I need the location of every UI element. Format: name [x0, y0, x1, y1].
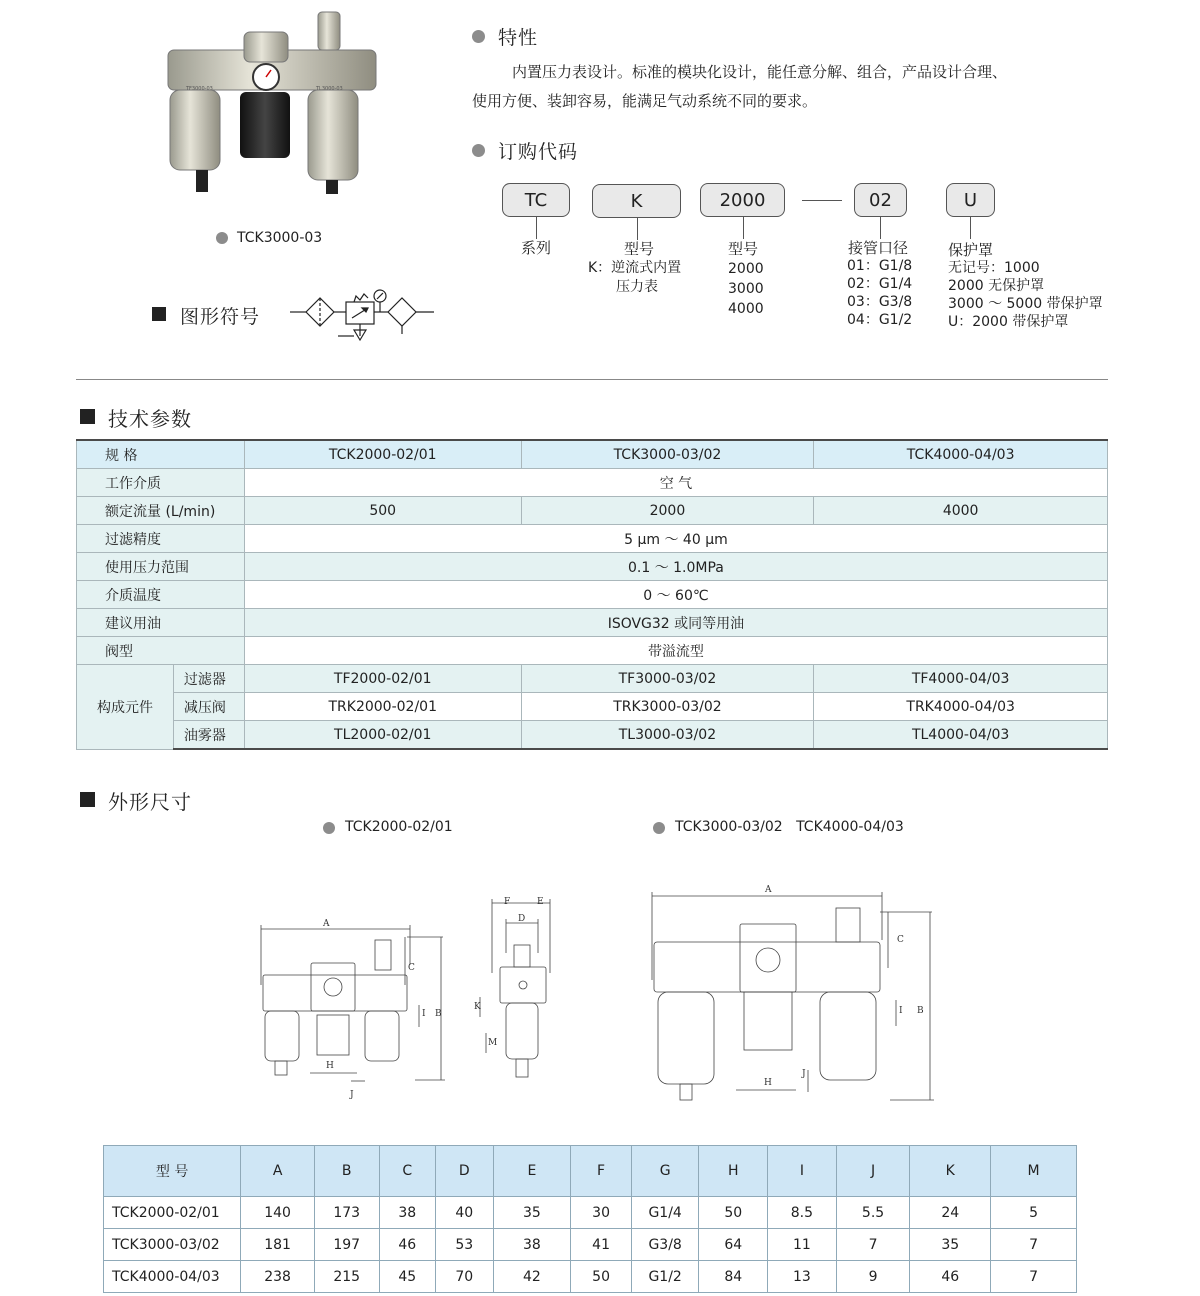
regulator-4000: TRK4000-04/03 — [814, 693, 1108, 721]
dims-cell: 197 — [314, 1229, 379, 1261]
dims-cell: 38 — [493, 1229, 571, 1261]
type-desc-1: K：逆流式内置 — [588, 260, 682, 276]
components-label: 构成元件 — [77, 665, 174, 750]
dims-cell: 50 — [571, 1261, 632, 1293]
dims-cell: TCK4000-04/03 — [104, 1261, 241, 1293]
temp-label: 介质温度 — [77, 581, 245, 609]
dim-letter-h-small: H — [326, 1061, 334, 1071]
spec-row-regulator — [77, 693, 1108, 721]
dims-row — [104, 1197, 1077, 1229]
dims-header-g: G — [631, 1146, 699, 1197]
guard-u: U：2000 带保护罩 — [948, 314, 1069, 330]
dims-heading-marker — [80, 792, 95, 807]
features-heading: 特性 — [498, 27, 539, 49]
dims-cell: 35 — [910, 1229, 991, 1261]
guard-3000-5000: 3000 ～ 5000 带保护罩 — [948, 296, 1103, 312]
dims-cell: 181 — [241, 1229, 315, 1261]
dims-header-m: M — [991, 1146, 1077, 1197]
type-label: 型号 — [624, 240, 655, 258]
spec-row-flow — [77, 497, 1108, 525]
medium-value: 空 气 — [244, 469, 1107, 497]
guard-label: 保护罩 — [948, 241, 994, 259]
spec-row-filter-unit — [77, 665, 1108, 693]
tech-heading-marker — [80, 409, 95, 424]
regulator-label: 减压阀 — [173, 693, 244, 721]
dims-cell: 42 — [493, 1261, 571, 1293]
dims-drawing-large — [640, 880, 940, 1115]
port-02: 02：G1/4 — [847, 276, 913, 292]
spec-row-pressure — [77, 553, 1108, 581]
code-dash — [802, 200, 842, 201]
spec-model-4000: TCK4000-04/03 — [814, 440, 1108, 469]
dims-cell: 215 — [314, 1261, 379, 1293]
filter-label: 过滤精度 — [77, 525, 245, 553]
spec-row-temp — [77, 581, 1108, 609]
filter-unit-4000: TF4000-04/03 — [814, 665, 1108, 693]
flow-3000: 2000 — [521, 497, 814, 525]
dims-row — [104, 1261, 1077, 1293]
dims-cell: 8.5 — [768, 1197, 837, 1229]
code-box-type: K — [592, 184, 681, 218]
dims-header-k: K — [910, 1146, 991, 1197]
photo-bullet — [216, 232, 228, 244]
symbol-heading-marker — [152, 307, 166, 321]
code-tick-guard — [970, 217, 971, 239]
dims-cell: 41 — [571, 1229, 632, 1261]
code-tick-series — [536, 217, 537, 239]
dim-letter-m: M — [488, 1038, 498, 1048]
dims-cell: G1/4 — [631, 1197, 699, 1229]
dims-header-model: 型 号 — [104, 1146, 241, 1197]
flow-4000: 4000 — [814, 497, 1108, 525]
type-desc-2: 压力表 — [616, 279, 658, 295]
size-label: 型号 — [728, 240, 759, 258]
flow-2000: 500 — [244, 497, 521, 525]
symbol-heading: 图形符号 — [180, 306, 261, 328]
dims-heading: 外形尺寸 — [108, 790, 192, 814]
spec-row-model — [77, 440, 1108, 469]
regulator-3000: TRK3000-03/02 — [521, 693, 814, 721]
dims-drawing-small-side — [470, 893, 570, 1088]
dims-cell: TCK3000-03/02 — [104, 1229, 241, 1261]
valve-label: 阀型 — [77, 637, 245, 665]
spec-label: 规 格 — [77, 440, 245, 469]
code-box-guard: U — [946, 183, 995, 217]
size-3000: 3000 — [728, 281, 764, 297]
dims-cell: 7 — [991, 1261, 1077, 1293]
dim-letter-j-small: J — [350, 1090, 354, 1100]
dims-header-d: D — [436, 1146, 494, 1197]
lubricator-label: 油雾器 — [173, 721, 244, 750]
dims-cell: 50 — [699, 1197, 768, 1229]
spec-row-oil — [77, 609, 1108, 637]
code-box-port: 02 — [854, 183, 907, 217]
port-label: 接管口径 — [848, 239, 909, 257]
dims-cell: 13 — [768, 1261, 837, 1293]
features-bullet — [472, 30, 485, 43]
temp-value: 0 ～ 60℃ — [244, 581, 1107, 609]
dims-caption-right-bullet — [653, 822, 665, 834]
dim-letter-f: F — [504, 897, 511, 907]
dims-cell: TCK2000-02/01 — [104, 1197, 241, 1229]
dims-cell: 5.5 — [836, 1197, 910, 1229]
dims-cell: 7 — [991, 1229, 1077, 1261]
section-divider — [76, 379, 1108, 380]
regulator-2000: TRK2000-02/01 — [244, 693, 521, 721]
filter-unit-3000: TF3000-03/02 — [521, 665, 814, 693]
code-box-series: TC — [502, 183, 570, 217]
series-label: 系列 — [521, 239, 552, 257]
dims-cell: 173 — [314, 1197, 379, 1229]
dims-cell: 140 — [241, 1197, 315, 1229]
dims-header-a: A — [241, 1146, 315, 1197]
dims-cell: 11 — [768, 1229, 837, 1261]
guard-none: 无记号：1000 — [948, 260, 1040, 276]
lubricator-4000: TL4000-04/03 — [814, 721, 1108, 750]
dims-header-i: I — [768, 1146, 837, 1197]
dims-header-h: H — [699, 1146, 768, 1197]
code-box-size: 2000 — [700, 183, 785, 217]
filter-value: 5 μm ～ 40 μm — [244, 525, 1107, 553]
flow-label: 额定流量 (L/min) — [77, 497, 245, 525]
dim-letter-e: E — [537, 897, 544, 907]
dims-header-row — [104, 1146, 1077, 1197]
features-text-line2: 使用方便、装卸容易，能满足气动系统不同的要求。 — [472, 92, 818, 110]
valve-value: 带溢流型 — [244, 637, 1107, 665]
dim-letter-i-small: I — [422, 1009, 426, 1019]
dim-letter-k: K — [474, 1002, 481, 1012]
dim-letter-i-large: I — [899, 1006, 903, 1016]
guard-2000: 2000 无保护罩 — [948, 278, 1045, 294]
dim-letter-a-large: A — [765, 885, 772, 895]
dims-caption-left: TCK2000-02/01 — [345, 819, 453, 835]
dims-row — [104, 1229, 1077, 1261]
dims-cell: 70 — [436, 1261, 494, 1293]
code-tick-type — [637, 218, 638, 240]
dims-cell: 53 — [436, 1229, 494, 1261]
product-photo — [160, 2, 380, 200]
dims-cell: 5 — [991, 1197, 1077, 1229]
dims-header-b: B — [314, 1146, 379, 1197]
dims-header-f: F — [571, 1146, 632, 1197]
dims-cell: 9 — [836, 1261, 910, 1293]
dim-letter-b-small: B — [435, 1009, 442, 1019]
medium-label: 工作介质 — [77, 469, 245, 497]
port-04: 04：G1/2 — [847, 312, 913, 328]
dim-letter-d: D — [518, 914, 526, 924]
svg-text:TL3000-03: TL3000-03 — [316, 86, 343, 92]
dim-letter-j-large: J — [802, 1069, 806, 1079]
spec-row-medium — [77, 469, 1108, 497]
order-code-heading: 订购代码 — [498, 141, 579, 163]
port-01: 01：G1/8 — [847, 258, 913, 274]
size-4000: 4000 — [728, 301, 764, 317]
dims-cell: 30 — [571, 1197, 632, 1229]
dims-cell: 7 — [836, 1229, 910, 1261]
dims-cell: 238 — [241, 1261, 315, 1293]
dims-drawing-small-front — [255, 915, 450, 1100]
filter-unit-2000: TF2000-02/01 — [244, 665, 521, 693]
pressure-label: 使用压力范围 — [77, 553, 245, 581]
dim-letter-b-large: B — [917, 1006, 924, 1016]
spec-row-lubricator — [77, 721, 1108, 750]
pneumatic-symbol-diagram — [288, 284, 436, 346]
dims-cell: G1/2 — [631, 1261, 699, 1293]
spec-model-3000: TCK3000-03/02 — [521, 440, 814, 469]
dims-table — [103, 1145, 1077, 1293]
dims-cell: 84 — [699, 1261, 768, 1293]
dims-cell: 24 — [910, 1197, 991, 1229]
oil-value: ISOVG32 或同等用油 — [244, 609, 1107, 637]
code-tick-port — [880, 217, 881, 239]
features-text-line1: 内置压力表设计。标准的模块化设计，能任意分解、组合，产品设计合理、 — [512, 63, 1008, 81]
spec-table — [76, 439, 1108, 750]
spec-row-valve — [77, 637, 1108, 665]
tech-heading: 技术参数 — [108, 407, 192, 431]
order-code-bullet — [472, 144, 485, 157]
dims-cell: 46 — [910, 1261, 991, 1293]
svg-text:TF3000-03: TF3000-03 — [186, 86, 213, 92]
dims-cell: G3/8 — [631, 1229, 699, 1261]
pressure-value: 0.1 ～ 1.0MPa — [244, 553, 1107, 581]
dims-cell: 35 — [493, 1197, 571, 1229]
dims-cell: 45 — [379, 1261, 436, 1293]
dims-caption-left-bullet — [323, 822, 335, 834]
size-2000: 2000 — [728, 261, 764, 277]
spec-row-filter — [77, 525, 1108, 553]
port-03: 03：G3/8 — [847, 294, 913, 310]
dims-cell: 38 — [379, 1197, 436, 1229]
spec-model-2000: TCK2000-02/01 — [244, 440, 521, 469]
filter-unit-label: 过滤器 — [173, 665, 244, 693]
lubricator-2000: TL2000-02/01 — [244, 721, 521, 750]
photo-caption: TCK3000-03 — [237, 230, 323, 246]
code-tick-size — [743, 217, 744, 239]
dims-header-e: E — [493, 1146, 571, 1197]
dim-letter-c-large: C — [897, 935, 904, 945]
lubricator-3000: TL3000-03/02 — [521, 721, 814, 750]
dims-cell: 40 — [436, 1197, 494, 1229]
dims-caption-right: TCK3000-03/02 TCK4000-04/03 — [675, 819, 904, 835]
dim-letter-h-large: H — [764, 1078, 772, 1088]
dims-cell: 46 — [379, 1229, 436, 1261]
dims-cell: 64 — [699, 1229, 768, 1261]
oil-label: 建议用油 — [77, 609, 245, 637]
dim-letter-a-small: A — [323, 919, 330, 929]
dims-header-j: J — [836, 1146, 910, 1197]
dim-letter-c-small: C — [408, 963, 415, 973]
dims-header-c: C — [379, 1146, 436, 1197]
